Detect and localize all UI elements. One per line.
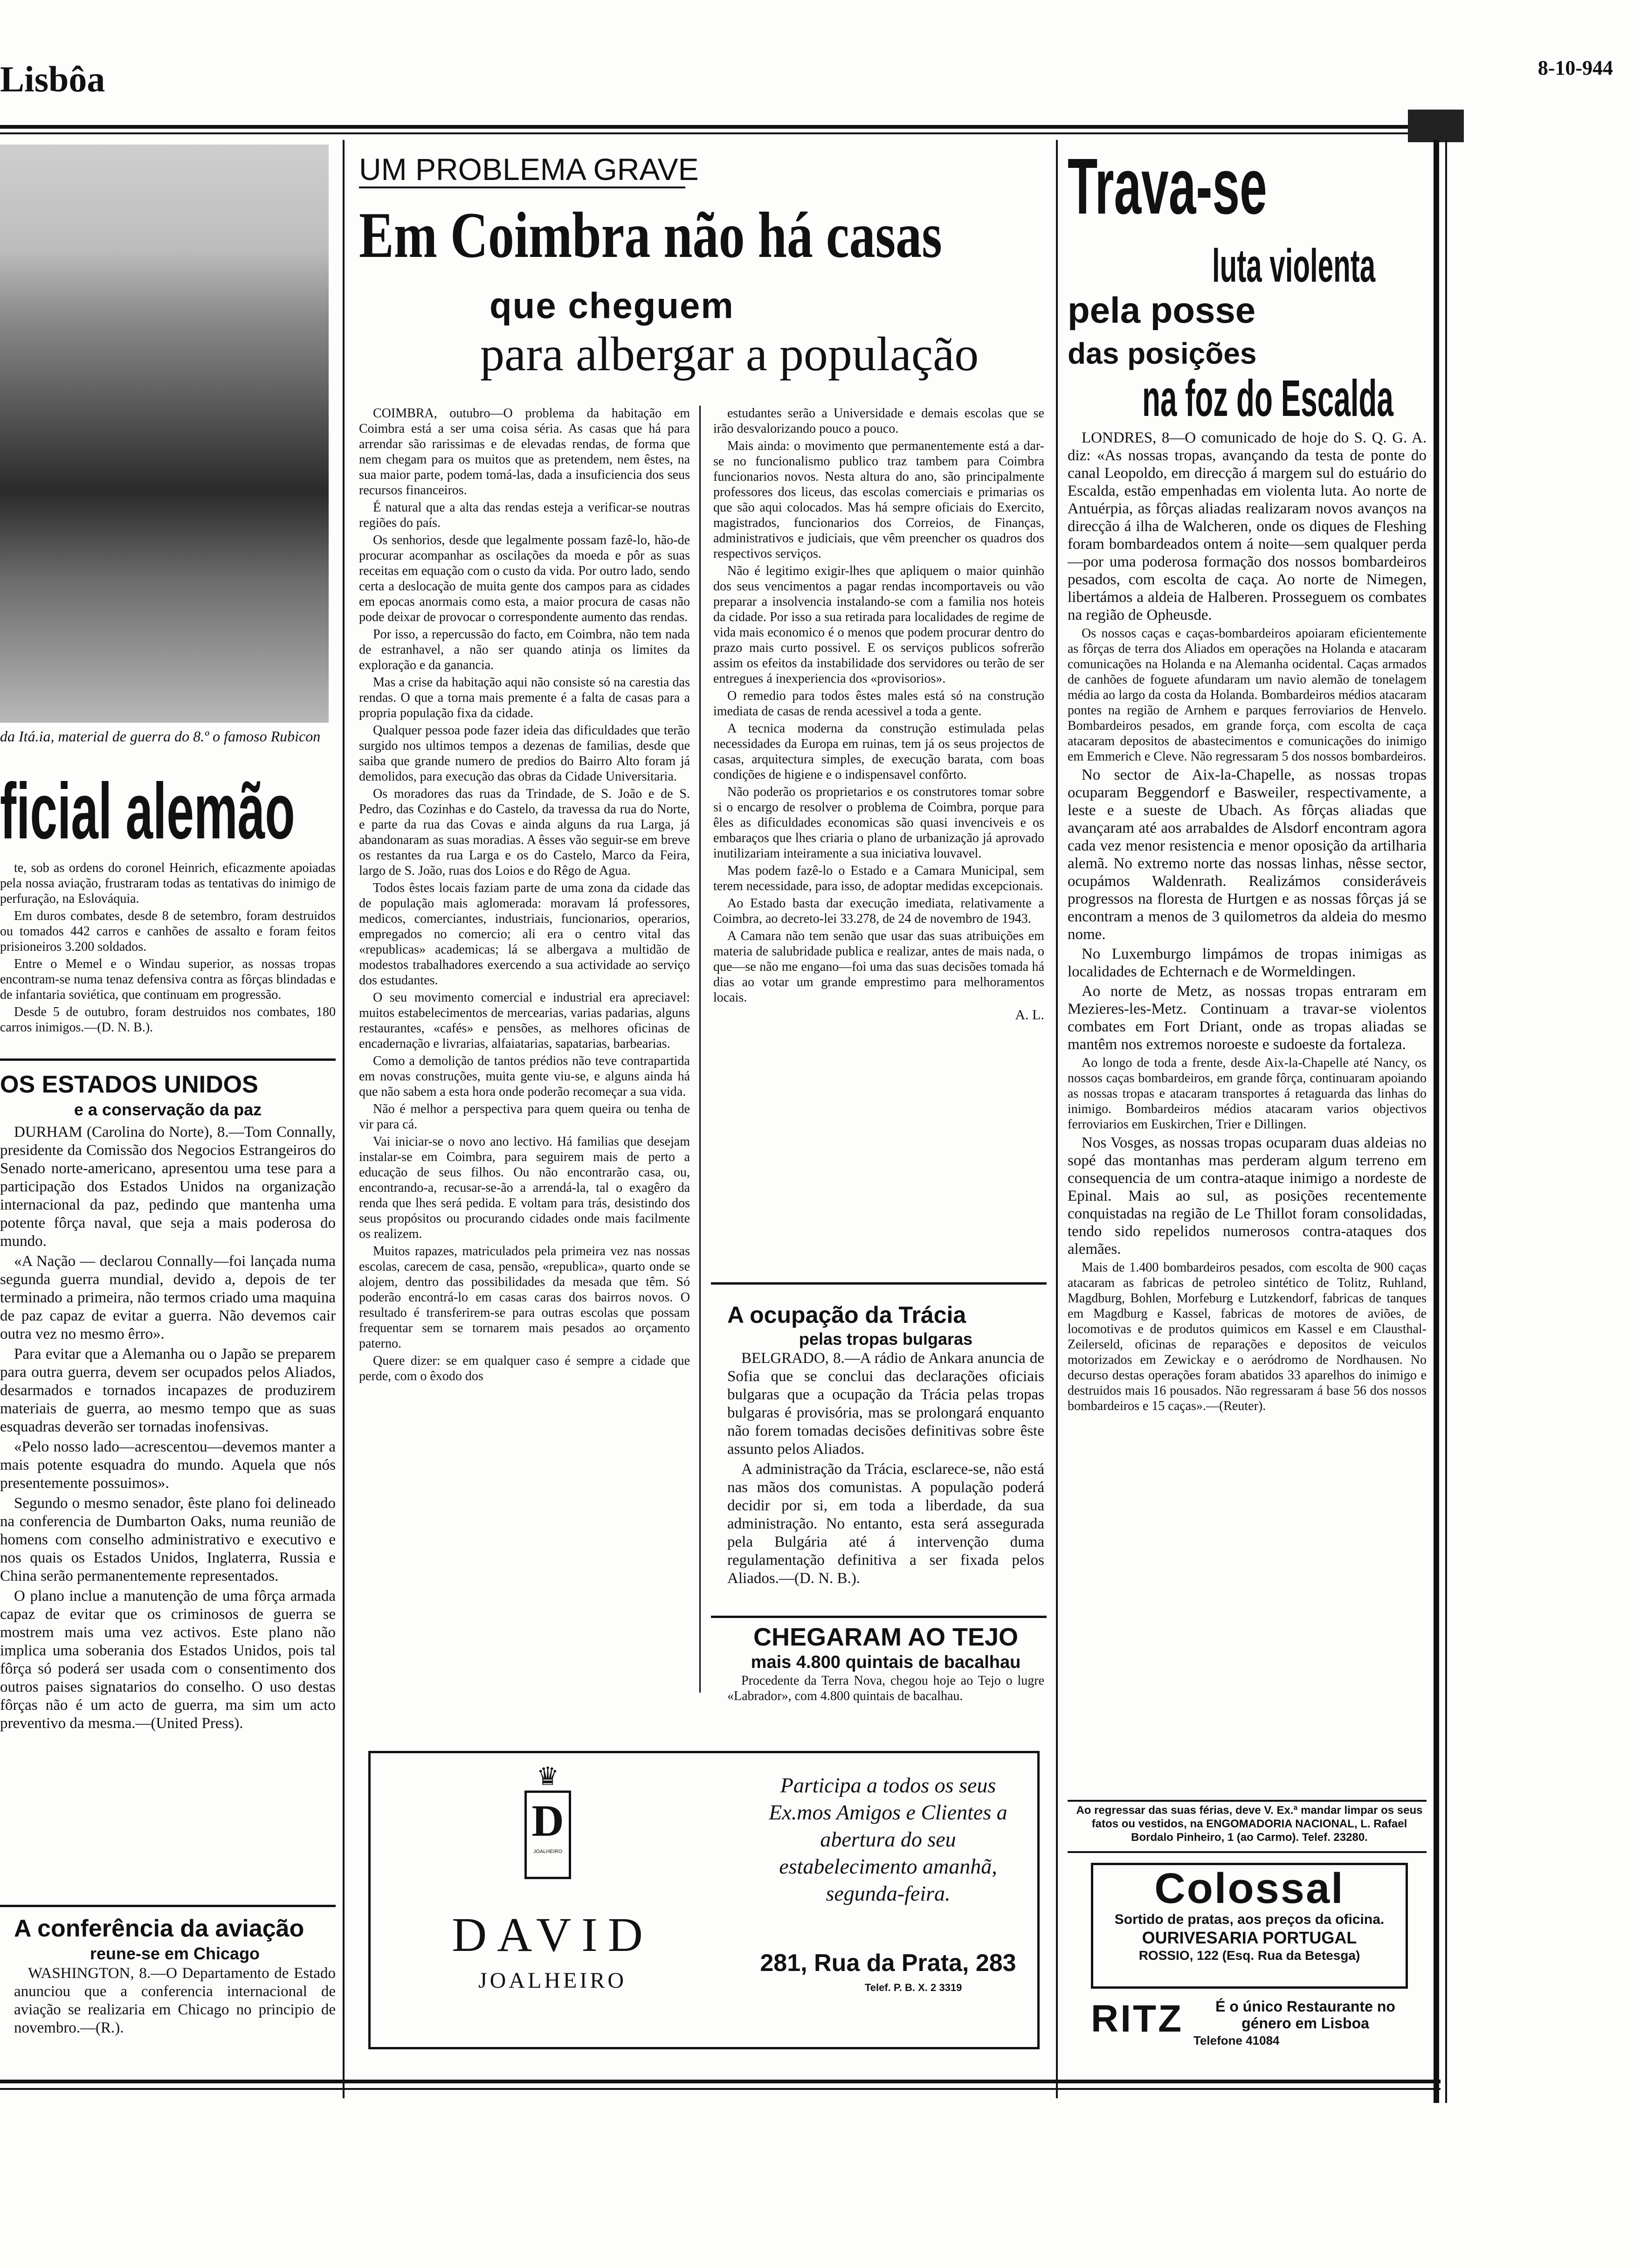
logo-letter: D [531, 1796, 564, 1846]
trava-headline-2: luta violenta [1212, 242, 1376, 289]
paragraph: Os nossos caças e caças-bombardeiros apoiaram eficientemente as fôrças de terra dos Aliados em operações na Holanda e atacaram comunicações na Holanda e na Alemanha ocidental. Caças armados de canhões de foguete afundaram um navio alemão de tonelagem média ao largo da costa da Holanda. Bombardeiros médios atacaram pontes na região de Arnhem e parques ferroviarios de Henvelo. Bombardeiros pesados, em grande força, com escolta de caça atacaram depositos de abastecimentos e comunicações do inimigo em Emmerich e Cleve. Não regressaram 5 dos nossos bombardeiros. [1068, 626, 1427, 764]
coimbra-kicker: UM PROBLEMA GRAVE [359, 152, 699, 187]
paragraph: Qualquer pessoa pode fazer ideia das dificuldades que terão surgido nos ultimos tempos a dezenas de familias, desde que saiba que grande numero de predios do Bairro Alto foram já demolidos, para execução das obras da Cidade Universitaria. [359, 723, 690, 784]
tejo-subhead: mais 4.800 quintais de bacalhau [751, 1653, 1021, 1672]
war-photo [0, 145, 329, 723]
paragraph: Desde 5 de outubro, foram destruidos nos combates, 180 carros inimigos.—(D. N. B.). [0, 1005, 336, 1035]
eua-subhead: e a conservação da paz [74, 1100, 262, 1119]
divider [1068, 1851, 1427, 1853]
conf-headline: A conferência da aviação [14, 1915, 304, 1942]
paragraph: O plano inclue a manutenção de uma fôrça armada capaz de evitar que os criminosos de guerra se mostrem mais uma vez activos. Este plano não implica uma soberania dos Estados Unidos, pois tal fôrça só poderá ser usada com o consentimento dos outros paises signatarios do conselho. O uso destas fôrças não é um acto de guerra, ma sim um acto preventivo da mesma.—(United Press). [0, 1588, 336, 1732]
paragraph: Não é legitimo exigir-lhes que apliquem o maior quinhão dos seus vencimentos a pagar rendas incomportaveis ou vão preparar a insolvencia instalando-se com a familia nos hoteis da cidade. Por isso a sua retirada para localidades de regime de vida mais economico é o menos que podem procurar dentro do prazo mais curto possivel. E os serviços publicos sofrerão assim os efeitos da instabilidade dos servidores ou terão de ser entregues á inexperiencia dos «provisorios». [713, 564, 1044, 686]
paragraph: Os senhorios, desde que legalmente possam fazê-lo, hão-de procurar acompanhar as oscilações da moeda e pôr as suas receitas em equação com o custo da vida. Por outro lado, sendo certa a deslocação de muita gente dos campos para as cidades em epocas anormais como esta, a maior procura de casas não pode deixar de provocar o correspondente aumento das rendas. [359, 533, 690, 624]
trava-headline-3: pela posse [1068, 290, 1256, 331]
paragraph: Todos êstes locais faziam parte de uma zona da cidade das de população mais aglomerada: moravam lá professores, medicos, comerciantes, industriais, funcionarios, operarios, empregados no comercio; ali era o centro vital das «republicas» academicas; lá se albergava a multidão de modestos trabalhadores exercendo a sua actividade ao serviço dos estudantes. [359, 881, 690, 988]
paragraph: Como a demolição de tantos prédios não teve contrapartida em novas construções, muita gente viu-se, e alguns ainda há que não sabem a esta hora onde poderão recomeçar a sua vida. [359, 1054, 690, 1099]
left-article [0, 860, 336, 1037]
right-border [1434, 140, 1439, 2103]
paragraph: COIMBRA, outubro—O problema da habitação em Coimbra está a ser uma coisa séria. As casas que há para arrendar são rarissimas e de elevadas rendas, de forma que nem chegam para os muitos que as pretendem, nem êstes, na sua maior parte, podem tomá-las, dada a insuficiencia dos seus recursos financeiros. [359, 406, 690, 498]
corner-mark [1408, 110, 1464, 142]
header-rule [0, 125, 1441, 129]
colossal-shop: OURIVESARIA PORTUGAL [1142, 1928, 1357, 1947]
logo-caption: JOALHEIRO [533, 1849, 563, 1854]
eua-article [0, 1070, 336, 1735]
paragraph: É natural que a alta das rendas esteja a verificar-se noutras regiões do país. [359, 500, 690, 530]
paragraph: Entre o Memel e o Windau superior, as nossas tropas encontram-se numa tenaz defensiva contra as fôrças blindadas e de infantaria soviética, que continuam em progressão. [0, 957, 336, 1002]
crown-icon: ♛ [536, 1763, 559, 1791]
paragraph: Mas podem fazê-lo o Estado e a Camara Municipal, sem terem necessidade, para isso, de adoptar medidas excepcionais. [713, 864, 1044, 893]
paragraph: estudantes serão a Universidade e demais escolas que se irão desvalorizando pouco a pouco. [713, 406, 1044, 436]
paragraph: O remedio para todos êstes males está só na construção imediata de casas de renda acessivel a toda a gente. [713, 689, 1044, 719]
eua-headline: OS ESTADOS UNIDOS [0, 1071, 258, 1098]
tejo-article [727, 1623, 1044, 1706]
column-rule [343, 140, 345, 2098]
header-rule-thin [0, 132, 1441, 134]
paragraph: A tecnica moderna da construção estimulada pelas necessidades da Europa em ruinas, tem já os seus projectos de casas, arquitectura simples, de execução barata, com boas condições de higiene e o indispensavel confôrto. [713, 721, 1044, 782]
paragraph: Mais de 1.400 bombardeiros pesados, com escolta de 900 caças atacaram as fabricas de petroleo sintético de Tolitz, Ruhland, Magdburg, Bohlen, Morfeburg e Lutzkendorf, fabricas de tanques em Magdburg e Kassel, fabricas de motores de aviões, de locomotivas e de produtos quimicos em Kassel e em Clausthal-Zeilerseld, oficinas de reparações e depositos de veiculos motorizados em Zewickay e o aeródromo de Nordhausen. No decurso destas operações foram abatidos 33 aparelhos do inimigo e destruidos mais 16 pousados. Não regressaram á base 56 dos nossos bombardeiros e 15 caças».—(Reuter). [1068, 1260, 1427, 1413]
david-text: Participa a todos os seus Ex.mos Amigos e Clientes a abertura do seu estabelecimento amanhã, segunda-feira. [769, 1773, 1007, 1905]
paragraph: Em duros combates, desde 8 de setembro, foram destruidos ou tomados 442 carros e canhões de assalto e foram feitos prisioneiros 3.200 soldados. [0, 909, 336, 954]
tracia-subhead: pelas tropas bulgaras [799, 1329, 973, 1348]
paragraph: Ao norte de Metz, as nossas tropas entraram em Mezieres-les-Metz. Continuam a travar-se violentos combates em Fort Driant, onde as tropas aliadas se mantêm nos extremos noroeste e sudoeste da fortaleza. [1068, 983, 1427, 1053]
paragraph: LONDRES, 8—O comunicado de hoje do S. Q. G. A. diz: «As nossas tropas, avançando da testa de ponte do canal Leopoldo, em direcção á margem sul do estuário do Escalda, estão empenhadas em violenta luta. Ao norte de Antuérpia, as fôrças aliadas realizaram novos avanços na direcção á ilha de Walcheren, onde os diques de Fleshing foram bombardeados ontem á noite—sem qualquer perda—por uma poderosa formação dos nossos bombardeiros pesados, com escolta de caça. Ao norte de Nimegen, libertámos a aldeia de Halberen. Prosseguem os combates na região de Opheusde. [1068, 429, 1427, 623]
paragraph: O seu movimento comercial e industrial era apreciavel: muitos estabelecimentos de mercearias, varias padarias, alguns restaurantes, «cafés» e pensões, as melhores oficinas de encadernação e livrarias, alfaiatarias, sapatarias, barbearias. [359, 990, 690, 1051]
paragraph: Vai iniciar-se o novo ano lectivo. Há familias que desejam instalar-se em Coimbra, para seguirem mais de perto a educação de seus filhos. Ou não encontrarão casa, ou, encontrando-a, recusar-se-ão a arrendá-la, tal o exagêro da renda que lhes será pedida. E voltam para trás, desistindo dos seus propósitos ou procurando cidades onde mais facilmente os realizem. [359, 1134, 690, 1241]
signature: A. L. [1015, 1007, 1044, 1023]
conf-subhead: reune-se em Chicago [90, 1944, 260, 1963]
paragraph: «Pelo nosso lado—acrescentou—devemos manter a mais potente esquadra do mundo. Aquela que nós presentemente possuimos». [0, 1438, 336, 1492]
trava-headline: Trava-se [1068, 149, 1267, 224]
tracia-headline: A ocupação da Trácia [727, 1302, 966, 1328]
colossal-ad [1091, 1863, 1408, 1989]
paragraph: Por isso, a repercussão do facto, em Coimbra, não tem nada de estranhavel, a não ser quando atinja os limites da exploração e da ganancia. [359, 627, 690, 672]
colossal-sub: Sortido de pratas, aos preços da oficina. [1114, 1912, 1385, 1927]
trava-headline-5: na foz do Escalda [1142, 373, 1393, 424]
paragraph: Mais ainda: o movimento que permanentemente está a dar-se no funcionalismo publico traz tambem para Coimbra funcionarios novos. Nesta altura do ano, são principalmente professores dos liceus, das escolas comerciais e primarias os que são aqui colocados. Mas há sempre oficiais do Exercito, magistrados, funcionarios dos Correios, de Finanças, administrativos e judiciais, que vêm preencher os quadros dos respectivos serviços. [713, 439, 1044, 561]
paragraph: Não é melhor a perspectiva para quem queira ou tenha de vir para cá. [359, 1102, 690, 1132]
column-rule [1056, 140, 1058, 2098]
engomadoria-ad: Ao regressar das suas férias, deve V. Ex.ª mandar limpar os seus fatos ou vestidos, na ENGOMADORIA NACIONAL, L. Rafael Bordalo Pinheiro, 1 (ao Carmo). Telef. 23280. [1076, 1804, 1423, 1844]
paragraph: te, sob as ordens do coronel Heinrich, eficazmente apoiadas pela nossa aviação, frustraram todas as tentativas do inimigo de perfuração, na Eslováquia. [0, 861, 336, 906]
david-address: 281, Rua da Prata, 283 [760, 1950, 1016, 1977]
paragraph: WASHINGTON, 8.—O Departamento de Estado anunciou que a conferencia internacional de aviação se realizaria em Chicago no principio de novembro.—(R.). [14, 1965, 336, 2036]
coimbra-col-2 [713, 406, 1044, 1023]
divider [0, 1905, 336, 1907]
david-logo [524, 1791, 571, 1879]
divider [711, 1616, 1047, 1618]
colossal-name: Colossal [1154, 1865, 1345, 1912]
david-sub: JOALHEIRO [478, 1968, 627, 1993]
trava-article [1068, 429, 1427, 1416]
colossal-address: ROSSIO, 122 (Esq. Rua da Betesga) [1138, 1948, 1360, 1963]
paragraph: Ao Estado basta dar execução imediata, relativamente a Coimbra, ao decreto-lei 33.278, de 24 de novembro de 1943. [713, 896, 1044, 926]
paragraph: Quere dizer: se em qualquer caso é sempre a cidade que perde, com o êxodo dos [359, 1354, 690, 1383]
ritz-text: É o único Restaurante no género em Lisboa [1215, 1998, 1395, 2032]
paragraph: Não poderão os proprietarios e os construtores tomar sobre si o encargo de resolver o problema de Coimbra, porque para êles as dificuldades economicas são quasi invenciveis e os embaraços que lhes criaria o plano de urbanização já aprovado inutilizariam inteiramente a sua iniciativa louvavel. [713, 785, 1044, 861]
paragraph: Ao longo de toda a frente, desde Aix-la-Chapelle até Nancy, os nossos caças bombardeiros, em grande fôrça, continuaram apoiando as nossas tropas e atacaram transportes á retaguarda das linhas do inimigo. Bombardeiros médios atacaram varios objectivos ferroviarios em Euskirchen, Trier e Dillingen. [1068, 1056, 1427, 1132]
divider [711, 1282, 1047, 1285]
divider [0, 1058, 336, 1061]
coimbra-headline-2: que cheguem [490, 285, 734, 326]
paragraph: Procedente da Terra Nova, chegou hoje ao Tejo o lugre «Labrador», com 4.800 quintais de bacalhau. [727, 1673, 1044, 1703]
issue-date: 8-10-944 [1538, 56, 1613, 79]
david-name: DAVID [452, 1908, 653, 1962]
paragraph: A administração da Trácia, esclarece-se, não está nas mãos dos comunistas. A população poderá decidir por si, em toda a liberdade, da sua administração. No entanto, esta será assegurada pela Bulgária até á intervenção duma regulamentação definitiva a ser fixada pelos Aliados.—(D. N. B.). [727, 1461, 1044, 1587]
paragraph: Para evitar que a Alemanha ou o Japão se preparem para outra guerra, devem ser ocupados pelos Aliados, desarmados e tornados incapazes de produzirem materiais de guerra, ao mesmo tempo que as suas esquadras deverão ser tornadas inofensivas. [0, 1346, 336, 1435]
coimbra-col-1 [359, 406, 690, 1386]
paragraph: «A Nação — declarou Connally—foi lançada numa segunda guerra mundial, devido a, depois de ter terminado a primeira, não termos criado uma maquina de paz capaz de evitar a guerra. Não devemos cair outra vez no mesmo êrro». [0, 1253, 336, 1342]
paragraph: No sector de Aix-la-Chapelle, as nossas tropas ocuparam Beggendorf e Basweiler, respectivamente, a leste e a sueste de Ubach. As fôrças aliadas que avançaram até aos arrabaldes de Alsdorf encontram agora cada vez menor resistencia e menor oposição da artilharia alemã. No extremo norte das nossas linhas, nêsse sector, ocupámos Waldenrath. Realizámos consideráveis progressos na floresta de Hurtgen e as nossas fôrças já se encontram a menos de 3 quilometros da aldeia do mesmo nome. [1068, 767, 1427, 943]
ritz-phone: Telefone 41084 [1193, 2033, 1280, 2047]
tracia-article [727, 1301, 1044, 1590]
ritz-ad [1091, 1998, 1427, 2054]
kicker-rule [359, 187, 685, 188]
right-border-thin [1445, 140, 1447, 2103]
footer-rule-thin [0, 2088, 1441, 2090]
paragraph: Muitos rapazes, matriculados pela primeira vez nas nossas escolas, carecem de casa, pensão, «republica», quarto onde se alojem, dentro das possibilidades da mesada que têm. Só poderão encontrá-lo em casas caras dos bairros novos. O resultado é transferirem-se para outras escolas que possam frequentar sem se tornarem mais pesados ao orçamento paterno. [359, 1244, 690, 1351]
section-title: Lisbôa [0, 59, 105, 99]
david-phone: Telef. P. B. X. 2 3319 [865, 1982, 962, 1993]
paragraph: DURHAM (Carolina do Norte), 8.—Tom Connally, presidente da Comissão dos Negocios Estrangeiros do Senado norte-americano, apresentou uma tese para a participação dos Estados Unidos na organização internacional da paz, pedindo que mantenha uma potente fôrça naval, que seja a mais poderosa do mundo. [0, 1124, 336, 1250]
david-ad [368, 1751, 1040, 2049]
left-headline: ficial alemão [0, 772, 295, 851]
paragraph: Segundo o mesmo senador, êste plano foi delineado na conferencia de Dumbarton Oaks, numa reunião de homens com conselho administrativo e executivo e nos quais os Estados Unidos, Inglaterra, Russia e China serão permanentemente representados. [0, 1495, 336, 1584]
ritz-name: RITZ [1091, 1998, 1184, 2040]
trava-headline-4: das posições [1068, 337, 1257, 370]
divider [1068, 1800, 1427, 1802]
footer-rule [0, 2080, 1441, 2083]
paragraph: A Camara não tem senão que usar das suas atribuições em materia de salubridade publica e realizar, antes de mais nada, o que—se não me engano—foi uma das suas decisões tomada há dias ao votar um grande emprestimo para melhoramentos locais. [713, 929, 1044, 1005]
paragraph: BELGRADO, 8.—A rádio de Ankara anuncia de Sofia que se conclui das declarações oficiais bulgaras que a ocupação da Trácia pelas tropas bulgaras é provisória, mas se prolongará enquanto não forem tomadas decisões definitivas sobre êste assunto pelos Aliados. [727, 1350, 1044, 1458]
photo-caption: da Itá.ia, material de guerra do 8.º o famoso Rubicon [0, 728, 321, 745]
paragraph: Os moradores das ruas da Trindade, de S. João e de S. Pedro, das Cozinhas e do Castelo, da travessa da rua do Norte, e parte da rua das Covas e ainda alguns da rua Larga, já abandonaram as suas moradias. A êsses vão seguir-se em breve os restantes da rua Larga e os do Castelo, Marco da Feira, largo de S. João, ruas dos Loios e do Rêgo de Agua. [359, 787, 690, 878]
paragraph: Mas a crise da habitação aqui não consiste só na carestia das rendas. O que a torna mais premente é a falta de casas para a propria população fixa da cidade. [359, 675, 690, 720]
tejo-headline: CHEGARAM AO TEJO [753, 1623, 1019, 1651]
coimbra-headline: Em Coimbra não há casas [359, 201, 942, 270]
column-rule [699, 406, 701, 1693]
conf-article [14, 1914, 336, 2039]
coimbra-headline-3: para albergar a população [480, 327, 979, 381]
paragraph: No Luxemburgo limpámos de tropas inimigas as localidades de Echternach e de Wormeldingen. [1068, 946, 1427, 980]
paragraph: Nos Vosges, as nossas tropas ocuparam duas aldeias no sopé das montanhas mas perderam algum terreno em consequencia de um contra-ataque inimigo a nordeste de Epinal. Mais ao sul, as posições recentemente conquistadas na região de Le Thillot foram consolidadas, tendo sido repelidos numerosos contra-ataques dos alemães. [1068, 1134, 1427, 1258]
